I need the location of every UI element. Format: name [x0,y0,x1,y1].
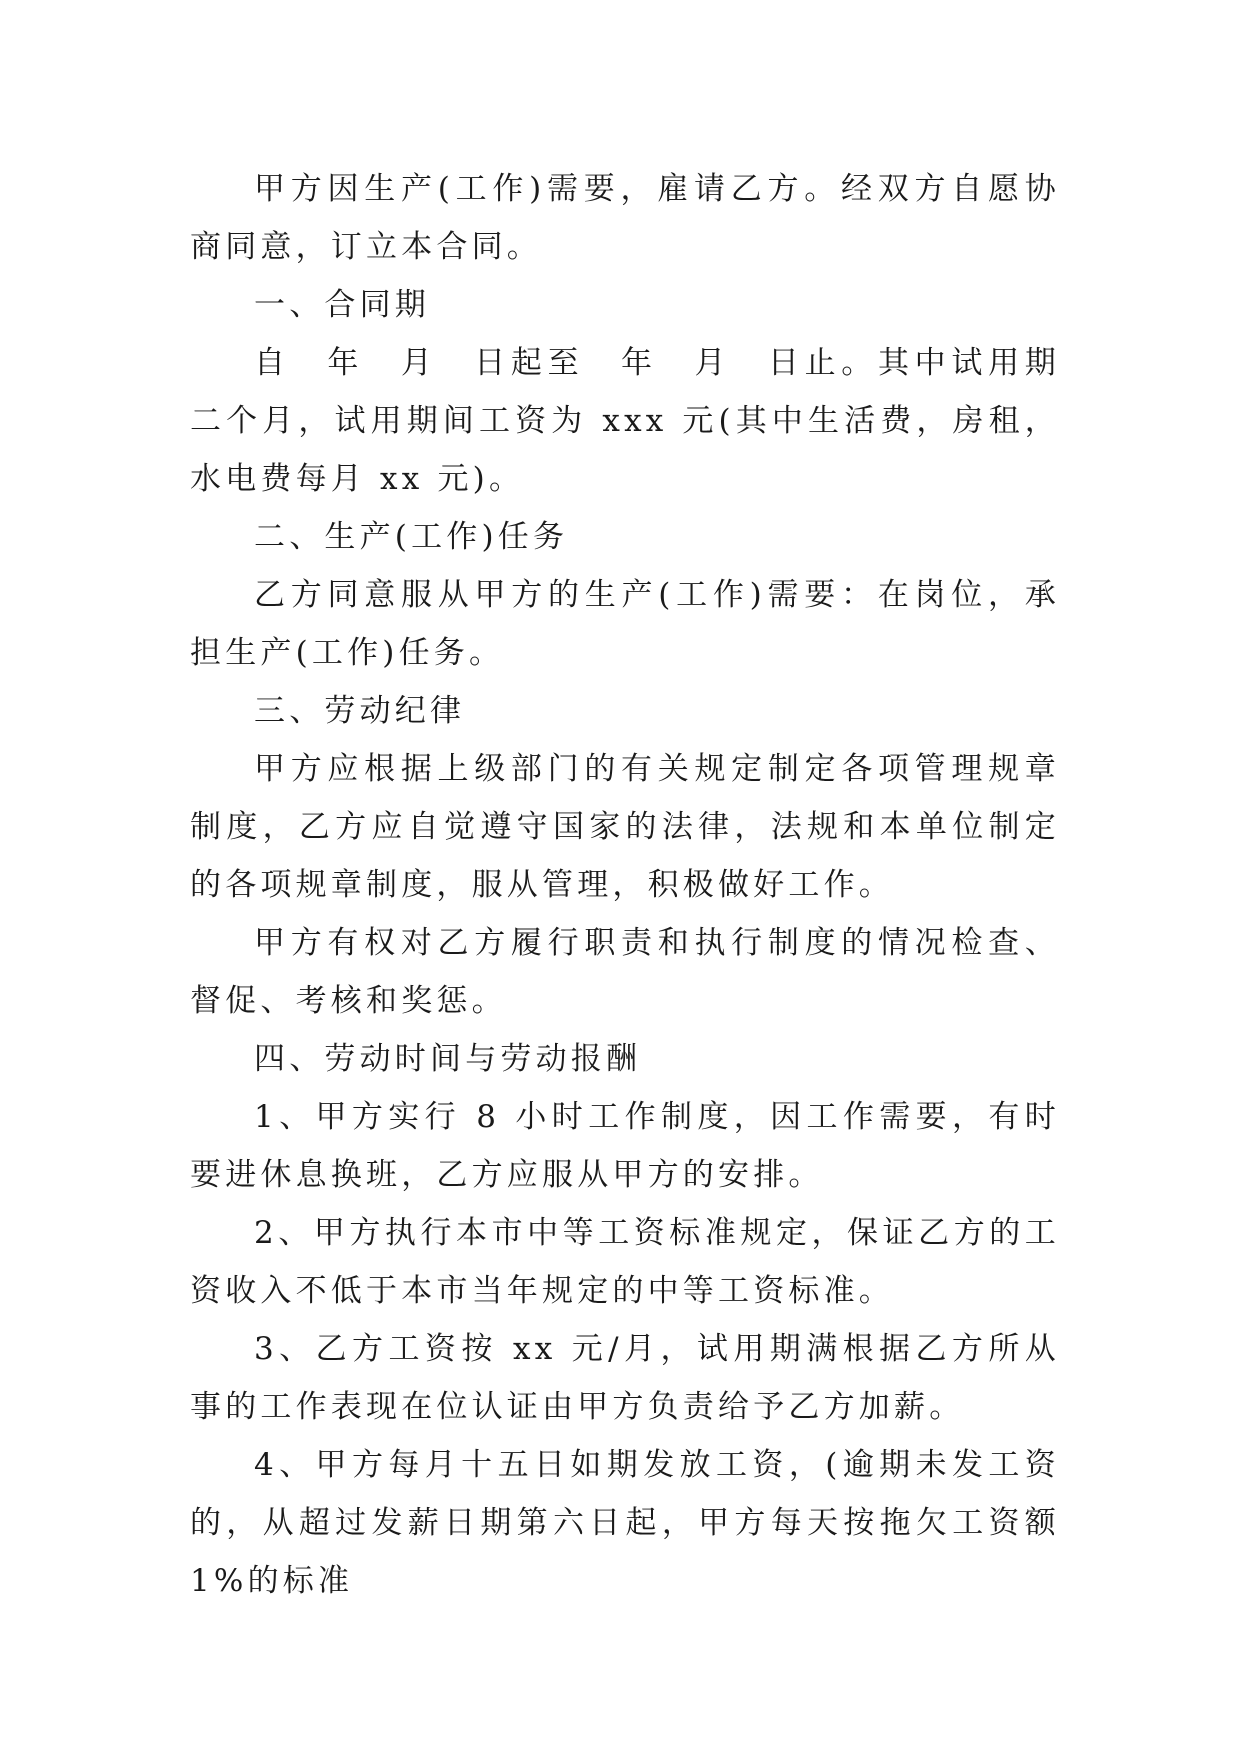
discipline-paragraph-2: 甲方有权对乙方履行职责和执行制度的情况检查、督促、考核和奖惩。 [190,925,1060,1019]
contract-term-paragraph: 自 年 月 日起至 年 月 日止。其中试用期二个月，试用期间工资为 xxx 元(其中生活费，房租，水电费每月 xx 元)。 [190,345,1060,497]
clause-3-paragraph: 3、乙方工资按 xx 元/月，试用期满根据乙方所从事的工作表现在位认证由甲方负责给予乙方加薪。 [190,1331,1060,1425]
discipline-paragraph-1: 甲方应根据上级部门的有关规定制定各项管理规章制度，乙方应自觉遵守国家的法律，法规和本单位制定的各项规章制度，服从管理，积极做好工作。 [190,751,1060,903]
clause-4-paragraph: 4、甲方每月十五日如期发放工资，(逾期未发工资的，从超过发薪日期第六日起，甲方每天按拖欠工资额 1%的标准 [190,1447,1060,1599]
document-body [190,160,1060,1610]
section-heading-2: 二、生产(工作)任务 [254,519,569,555]
section-heading-4: 四、劳动时间与劳动报酬 [254,1041,642,1077]
intro-paragraph: 甲方因生产(工作)需要，雇请乙方。经双方自愿协商同意，订立本合同。 [190,171,1060,265]
clause-2-paragraph: 2、甲方执行本市中等工资标准规定，保证乙方的工资收入不低于本市当年规定的中等工资标准。 [190,1215,1060,1309]
task-paragraph: 乙方同意服从甲方的生产(工作)需要：在岗位，承担生产(工作)任务。 [190,577,1060,671]
section-heading-1: 一、合同期 [254,287,430,323]
clause-1-paragraph: 1、甲方实行 8 小时工作制度，因工作需要，有时要进休息换班，乙方应服从甲方的安排。 [190,1099,1060,1193]
section-heading-3: 三、劳动纪律 [254,693,466,729]
